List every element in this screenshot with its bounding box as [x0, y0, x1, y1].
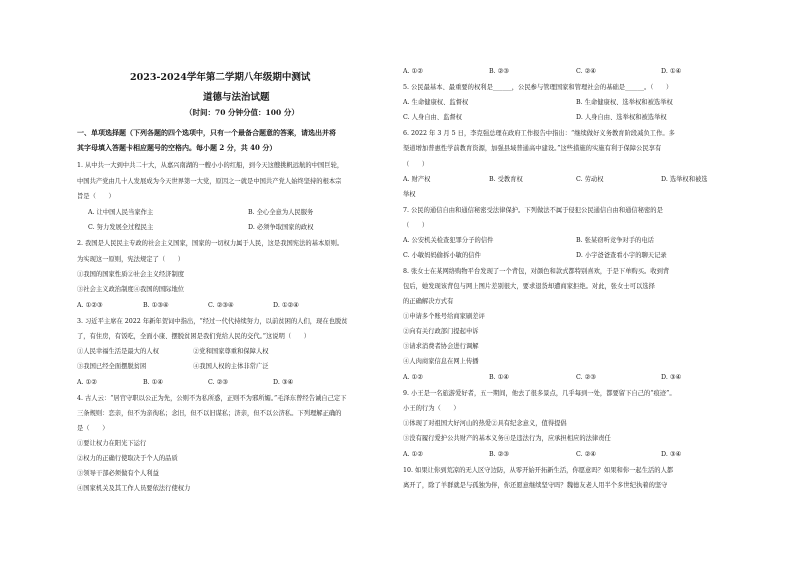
left-text-line: A. ①②③ — [77, 302, 103, 309]
left-text-line: 道德与法治试题 — [203, 92, 270, 103]
right-text-line: A. 财产权 — [403, 176, 431, 183]
right-text-line: B. ①④ — [489, 374, 509, 381]
right-text-line: 9. 小王是一名旅游爱好者，五一期间，他去了很多景点，几乎每到一处，都要留下自己的“痕迹”。 — [403, 390, 676, 397]
right-text-line: C. ②③ — [576, 374, 596, 381]
right-text-line: D. 人身自由、选举权和被选举权 — [576, 114, 667, 121]
right-text-line: 渠道增加普惠性学前教育资源，加强县域普通高中建设。”这些措施的实施有利于保障公民享有 — [403, 145, 662, 152]
left-text-line: ④我国人权的主体非常广泛 — [193, 363, 269, 370]
left-text-line: B. 全心全意为人民服务 — [248, 209, 314, 216]
right-text-line: 5. 公民最基本、最重要的权利是______，公民参与管理国家和管理社会的基础是______。（ ） — [403, 84, 673, 91]
right-text-line: A. 生命健康权、监督权 — [403, 99, 469, 106]
right-text-line: 10. 如果让你到荒凉的无人区守边防，从零开始开拓新生活，你愿意吗？如果和你一起生活的人都 — [403, 467, 674, 474]
left-text-line: 1. 从中共一大到中共二十大，从嘉兴南湖的一艘小小的红船，到今天这艘挑帆远航的中国巨轮， — [77, 162, 344, 169]
left-text-line: ②党和国家尊重和保障人权 — [193, 348, 269, 355]
right-text-line: C. ②④ — [576, 68, 596, 75]
right-text-line: C. 劳动权 — [576, 176, 604, 183]
left-text-line: ②权力的正确行使取决于个人的品质 — [77, 455, 178, 462]
left-text-line: ①要让权力在阳光下运行 — [77, 440, 147, 447]
right-text-line: B. 生命健康权、选举权和被选举权 — [576, 99, 673, 106]
left-text-line: ③社会主义政治制度④我国的国际地位 — [77, 286, 185, 293]
left-text-line: 旨是（ ） — [77, 193, 115, 200]
right-text-line: ①体现了对祖国大好河山的热爱②具有纪念意义，值得提倡 — [403, 420, 567, 427]
left-text-line: C. 努力发展全过程民主 — [88, 224, 154, 231]
left-text-line: D. ①②④ — [273, 302, 299, 309]
right-text-line: 小王的行为（ ） — [403, 405, 460, 412]
left-text-line: C. ②③ — [208, 379, 228, 386]
right-text-line: B. 受教育权 — [489, 176, 523, 183]
right-text-line: A. ①② — [403, 374, 423, 381]
right-text-line: D. ③④ — [661, 374, 682, 381]
right-text-line: D. 小宇爸爸查看小宇的聊天记录 — [576, 252, 667, 259]
left-text-line: D. ③④ — [273, 379, 294, 386]
right-text-line: ④人肉商家信息在网上传播 — [403, 358, 479, 365]
left-text-line: 其字母填入答题卡相应题号的空格内。每小题 2 分，共 40 分） — [77, 143, 277, 152]
right-text-line: B. 张某窃听竞争对手的电话 — [576, 237, 654, 244]
left-text-line: 一、单项选择题（下列各题的四个选项中，只有一个最备合题意的答案，请选出并将 — [77, 128, 336, 137]
right-text-line: C. ②④ — [576, 451, 596, 458]
left-text-line: ③领导干部必须做有个人利益 — [77, 470, 159, 477]
right-text-line: B. ②③ — [489, 451, 509, 458]
left-text-line: 3. 习近平主席在 2022 年新年贺词中指出，“经过一代代持续努力，以前贫困的人们，现在也脱贫 — [77, 318, 348, 325]
left-text-line: B. ①③④ — [143, 302, 169, 309]
right-text-line: （ ） — [403, 222, 429, 229]
left-text-line: ④国家机关及其工作人员要依法行使权力 — [77, 485, 191, 492]
right-text-line: 6. 2022 年 3 月 5 日，李克强总理在政府工作报告中指出：“继续做好义务教育阶段减负工作。多 — [403, 130, 675, 137]
right-text-line: 8. 张女士在某网络购物平台发现了一个背包，对颜色和款式都特别喜欢，于是下单购买。收到背 — [403, 268, 670, 275]
left-text-line: D. 必须争取国家的政权 — [248, 224, 314, 231]
left-text-line: 了，有住房，有饭吃，全面小康、摆脱贫困是我们党给人民的交代。”这说明（ ） — [77, 333, 311, 340]
left-text-line: ①人民幸福生活是最大的人权 — [77, 348, 159, 355]
right-text-line: D. ③④ — [661, 451, 682, 458]
left-text-line: ③我国已经全面摆脱贫困 — [77, 363, 147, 370]
left-text-line: B. ①④ — [143, 379, 163, 386]
right-text-line: ①申请多个账号给商家刷差评 — [403, 313, 485, 320]
right-text-line: D. 选举权和被选 — [661, 176, 708, 183]
left-text-line: C. ②③④ — [208, 302, 234, 309]
left-text-line: 中国共产党由几十人发展成为今天世界第一大党，原因之一就是中国共产党人始终坚持的根本宗 — [77, 178, 342, 185]
left-text-line: （时间：70 分钟分值：100 分） — [185, 108, 299, 117]
left-text-line: 三条规则：恋亲，但不为亲徇私；念旧，但不以旧谋私；济亲，但不以公济私。下列理解正确的 — [77, 410, 342, 417]
right-text-line: 的正确解决方式有 — [403, 298, 454, 305]
right-text-line: B. ②③ — [489, 68, 509, 75]
left-text-line: 4. 古人云：“居官守职以公正为先，公则不为私所惑，正则不为邪所媚。”毛泽东曾经告诫自己定下 — [77, 395, 347, 402]
right-text-line: A. 公安机关检查犯罪分子的信件 — [403, 237, 494, 244]
left-text-line: A. ①② — [77, 379, 97, 386]
right-text-line: 7. 公民的通信自由和通信秘密受法律保护。下列做法不属于侵犯公民通信自由和通信秘密的是 — [403, 207, 663, 214]
right-text-line: A. ①② — [403, 68, 423, 75]
right-text-line: D. ①④ — [661, 68, 682, 75]
right-text-line: C. 人身自由、监督权 — [403, 114, 462, 121]
left-text-line: 是（ ） — [77, 425, 109, 432]
right-text-line: ②向有关行政部门提起申诉 — [403, 328, 479, 335]
right-text-line: （ ） — [403, 161, 429, 168]
left-text-line: 为实现这一原则，宪法规定了（ ） — [77, 256, 185, 263]
right-text-line: ③请求消费者协会进行调解 — [403, 343, 479, 350]
right-text-line: 举权 — [403, 191, 416, 198]
left-text-line: 2023-2024学年第二学期八年级期中测试 — [130, 72, 311, 83]
right-text-line: 离开了，除了羊群就是与孤独为伴，你还愿意继续坚守吗？魏德友老人用半个多世纪执着的坚守 — [403, 482, 668, 489]
right-text-line: C. 小敏妈妈偷拆小敏的信件 — [403, 252, 481, 259]
left-text-line: 2. 我国是人民民主专政的社会主义国家，国家的一切权力属于人民，这是我国宪法的基本原则。 — [77, 240, 344, 247]
left-text-line: ①我国的国家性质②社会主义经济制度 — [77, 271, 185, 278]
right-text-line: A. ①② — [403, 451, 423, 458]
right-text-line: 包后，她发现该背包与网上图片差别很大，要求退货却遭商家拒绝。对此，张女士可以选择 — [403, 283, 655, 290]
left-text-line: A. 让中国人民当家作主 — [88, 209, 154, 216]
right-text-line: ③没有履行爱护公共财产的基本义务④是违法行为，应承担相应的法律责任 — [403, 435, 611, 442]
